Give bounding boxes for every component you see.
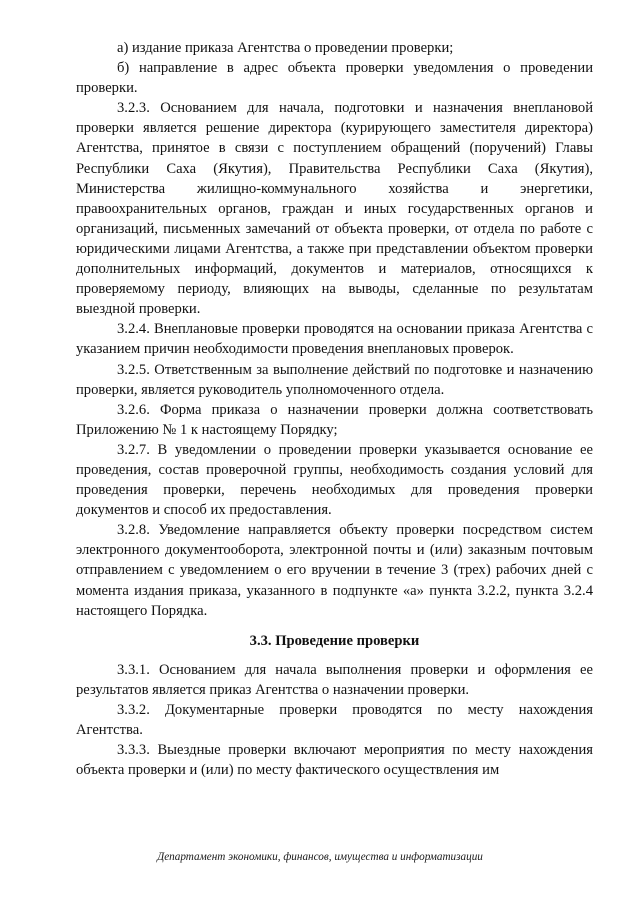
section-heading: 3.3. Проведение проверки xyxy=(249,632,420,649)
paragraph-item-a: а) издание приказа Агентства о проведении проверки; xyxy=(117,40,454,56)
paragraph-3-3-1: 3.3.1. Основанием для начала выполнения проверки и оформления ее результатов является приказ Агентства о назначении проверки. xyxy=(76,661,593,698)
paragraph-3-3-2: 3.3.2. Документарные проверки проводятся по месту нахождения Агентства. xyxy=(76,702,593,739)
document-body xyxy=(76,38,593,780)
paragraph-3-2-4: 3.2.4. Внеплановые проверки проводятся на основании приказа Агентства с указанием причин необходимости проведения внеплановых проверок. xyxy=(76,321,593,358)
paragraph-3-2-8: 3.2.8. Уведомление направляется объекту проверки посредством систем электронного документооборота, электронной почты и (или) заказным почтовым отправлением с уведомлением о его вручении в течение 3 (трех) рабочих дней с момента издания приказа, указанного в подпункте «а» пункта 3.2.2, пункта 3.2.4 настоящего Порядка. xyxy=(76,522,593,619)
paragraph-3-2-5: 3.2.5. Ответственным за выполнение действий по подготовке и назначению проверки, является руководитель уполномоченного отдела. xyxy=(76,361,593,398)
paragraph-item-b: б) направление в адрес объекта проверки уведомления о проведении проверки. xyxy=(76,60,593,97)
paragraph-3-2-7: 3.2.7. В уведомлении о проведении проверки указывается основание ее проведения, состав проверочной группы, необходимость создания условий для проведения проверки, перечень необходимых для проведения проверки документов и способ их предоставления. xyxy=(76,441,593,519)
paragraph-3-2-3: 3.2.3. Основанием для начала, подготовки и назначения внеплановой проверки является решение директора (курирующего заместителя директора) Агентства, принятое в связи с поступлением обращений (поручений) Главы Республики Саха (Якутия), Правительства Республики Саха (Якутия), Министерства жилищно-коммунального хозяйства и энергетики, правоохранительных органов, граждан и иных государственных органов и организаций, письменных замечаний от объекта проверки, от отдела по работе с юридическими лицами Агентства, а также при представлении объектом проверки дополнительных информаций, документов и материалов, относящихся к проверяемому периоду, влияющих на выводы, сделанные по результатам выездной проверки. xyxy=(76,100,593,318)
paragraph-3-2-6: 3.2.6. Форма приказа о назначении проверки должна соответствовать Приложению № 1 к настоящему Порядку; xyxy=(76,401,593,438)
paragraph-3-3-3: 3.3.3. Выездные проверки включают мероприятия по месту нахождения объекта проверки и (или) по месту фактического осуществления им xyxy=(76,742,593,779)
page-footer: Департамент экономики, финансов, имущества и информатизации xyxy=(157,851,483,863)
